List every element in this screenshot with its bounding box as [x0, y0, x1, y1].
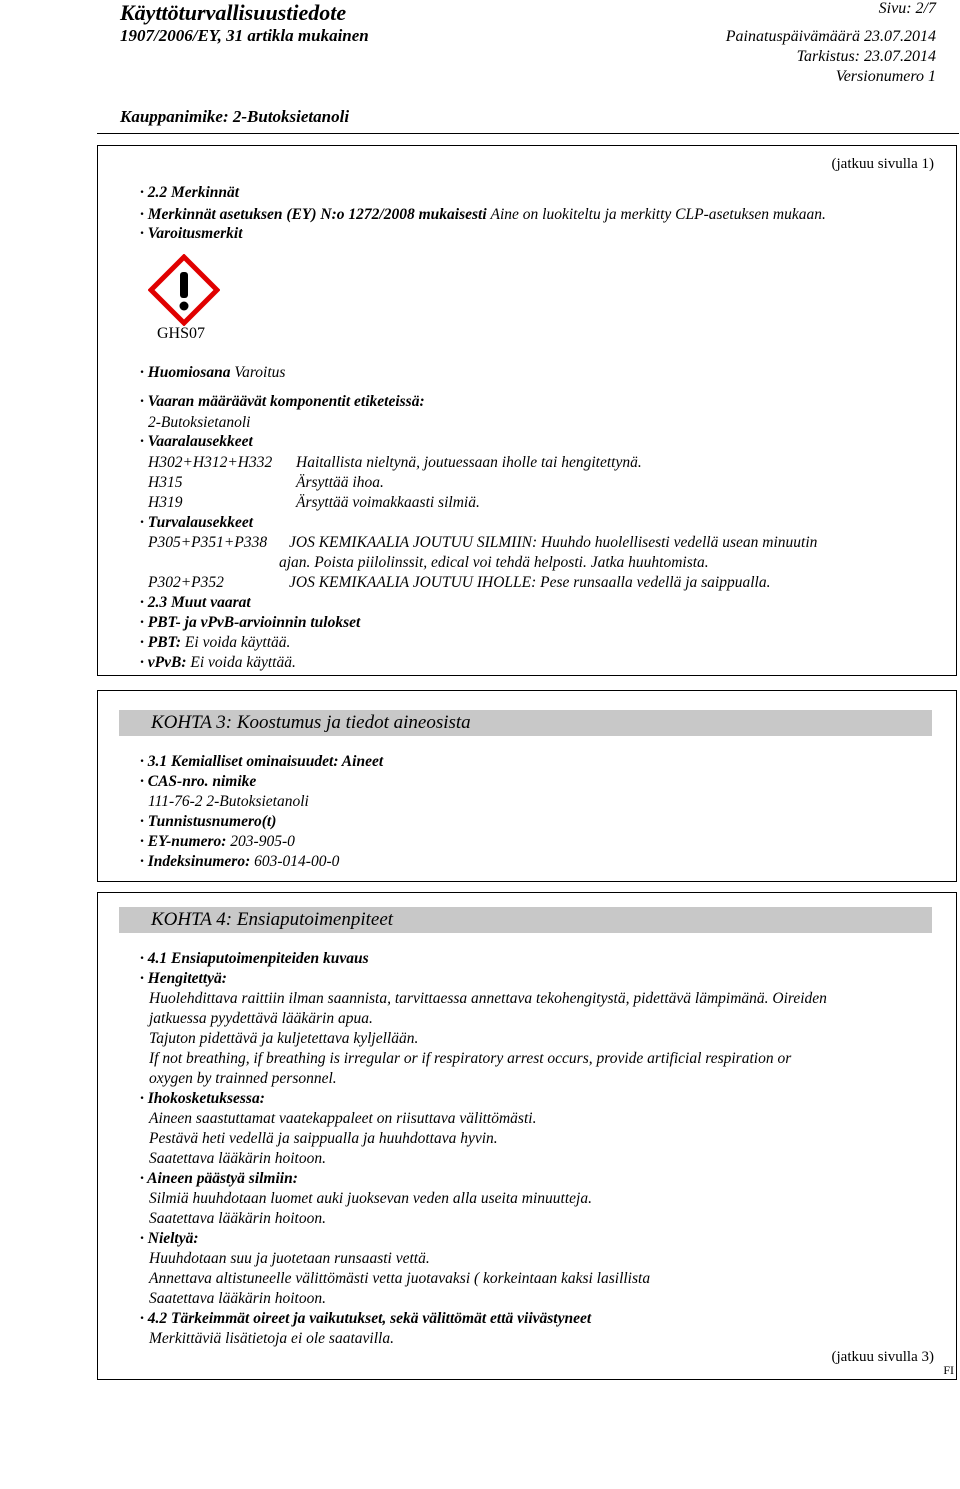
language-code: FI	[943, 1363, 954, 1377]
skin-contact-text: Saatettava lääkärin hoitoon.	[149, 1150, 326, 1167]
vpvb-value: Ei voida käyttää.	[190, 654, 296, 671]
heading-3-1: · 3.1 Kemialliset ominaisuudet: Aineet	[140, 753, 384, 770]
eye-contact-text: Silmiä huuhdotaan luomet auki juoksevan veden alla useita minuutteja.	[149, 1190, 592, 1207]
section-3-title: KOHTA 3: Koostumus ja tiedot aineosista	[119, 710, 932, 736]
precaution-code: P302+P352	[148, 574, 224, 591]
regulation-reference: 1907/2006/EY, 31 artikla mukainen	[120, 26, 369, 45]
hazard-code: H302+H312+H332	[148, 454, 273, 471]
section-3-box	[97, 690, 957, 882]
continued-from: (jatkuu sivulla 1)	[831, 156, 934, 172]
clp-text: Aine on luokiteltu ja merkitty CLP-asetuksen mukaan.	[490, 206, 826, 223]
index-number-value: 603-014-00-0	[254, 853, 340, 870]
precaution-text: JOS KEMIKAALIA JOUTUU IHOLLE: Pese runsaalla vedellä ja saippualla.	[289, 574, 771, 591]
heading-2-2: · 2.2 Merkinnät	[140, 184, 240, 201]
trade-name: Kauppanimike: 2-Butoksietanoli	[120, 107, 350, 126]
clp-label: · Merkinnät asetuksen (EY) N:o 1272/2008 mukaisesti	[140, 206, 487, 223]
pbt-line	[140, 633, 290, 652]
hazard-statements-label: · Vaaralausekkeet	[140, 433, 253, 450]
section-4-title: KOHTA 4: Ensiaputoimenpiteet	[119, 907, 932, 933]
ec-number-line	[140, 832, 295, 851]
ec-number-value: 203-905-0	[230, 833, 295, 850]
heading-4-1: · 4.1 Ensiaputoimenpiteiden kuvaus	[140, 950, 369, 967]
index-number-label: · Indeksinumero:	[140, 853, 251, 870]
version-number: Versionumero 1	[835, 68, 936, 85]
ingestion-text: Annettava altistuneelle välittömästi vetta juotavaksi ( korkeintaan kaksi lasillista	[149, 1270, 651, 1287]
precaution-text: JOS KEMIKAALIA JOUTUU SILMIIN: Huuhdo huolellisesti vedellä usean minuutin	[289, 534, 818, 551]
ingestion-text: Huuhdotaan suu ja juotetaan runsaasti vettä.	[149, 1250, 430, 1267]
ingestion-label: · Nieltyä:	[140, 1230, 199, 1247]
hazard-code: H315	[148, 474, 183, 491]
check-date: Tarkistus: 23.07.2014	[796, 48, 936, 65]
document-title: Käyttöturvallisuustiedote	[120, 0, 347, 25]
pictograms-label: · Varoitusmerkit	[140, 225, 243, 242]
eye-contact-label: · Aineen päästyä silmiin:	[140, 1170, 298, 1187]
precautionary-statements-label: · Turvalausekkeet	[140, 514, 254, 531]
skin-contact-text: Aineen saastuttamat vaatekappaleet on riisuttava välittömästi.	[149, 1110, 537, 1127]
skin-contact-label: · Ihokosketuksessa:	[140, 1090, 265, 1107]
heading-2-3: · 2.3 Muut vaarat	[140, 594, 251, 611]
hazard-text: Haitallista nieltynä, joutuessaan iholle tai hengitettynä.	[296, 454, 642, 471]
ingestion-text: Saatettava lääkärin hoitoon.	[149, 1290, 326, 1307]
heading-4-2-text: Merkittäviä lisätietoja ei ole saatavilla.	[149, 1330, 394, 1347]
vpvb-line	[140, 653, 296, 672]
continued-on: (jatkuu sivulla 3)	[831, 1349, 934, 1365]
signal-word-value: Varoitus	[234, 364, 286, 381]
vpvb-label: · vPvB:	[140, 654, 187, 671]
precaution-text: ajan. Poista piilolinssit, edical voi tehdä helposti. Jatka huuhtomista.	[279, 554, 709, 571]
component-name: 2-Butoksietanoli	[148, 414, 251, 431]
section-2-box	[97, 145, 957, 676]
heading-4-2: · 4.2 Tärkeimmät oireet ja vaikutukset, sekä välittömät että viivästyneet	[140, 1310, 592, 1327]
hazard-code: H319	[148, 494, 183, 511]
header-divider	[97, 133, 959, 134]
components-label: · Vaaran määräävät komponentit etiketeissä:	[140, 393, 425, 410]
ec-number-label: · EY-numero:	[140, 833, 227, 850]
clp-line	[140, 205, 826, 224]
precaution-code: P305+P351+P338	[148, 534, 268, 551]
inhalation-text: Tajuton pidettävä ja kuljetettava kyljellään.	[149, 1030, 419, 1047]
skin-contact-text: Pestävä heti vedellä ja saippualla ja huuhdottava hyvin.	[149, 1130, 498, 1147]
signal-word-line	[140, 363, 285, 382]
section-4-box	[97, 892, 957, 1380]
inhalation-text: oxygen by trainned personnel.	[149, 1070, 337, 1087]
cas-label: · CAS-nro. nimike	[140, 773, 257, 790]
index-number-line	[140, 852, 339, 871]
signal-word-label: · Huomiosana	[140, 364, 231, 381]
hazard-text: Ärsyttää voimakkaasti silmiä.	[296, 494, 480, 511]
page-number: Sivu: 2/7	[878, 0, 936, 17]
pbt-label: · PBT:	[140, 634, 182, 651]
pictogram-code: GHS07	[157, 325, 206, 342]
cas-value: 111-76-2 2-Butoksietanoli	[148, 793, 309, 810]
print-date: Painatuspäivämäärä 23.07.2014	[725, 28, 936, 45]
inhalation-text: Huolehdittava raittiin ilman saannista, tarvittaessa annettava tekohengitystä, pidettävä lämpimänä. Oireiden	[149, 990, 827, 1007]
inhalation-text: If not breathing, if breathing is irregular or if respiratory arrest occurs, provide artificial respiration or	[149, 1050, 792, 1067]
inhalation-label: · Hengitettyä:	[140, 970, 227, 987]
pbt-vpvb-heading: · PBT- ja vPvB-arvioinnin tulokset	[140, 614, 361, 631]
pbt-value: Ei voida käyttää.	[184, 634, 291, 651]
identifiers-label: · Tunnistusnumero(t)	[140, 813, 277, 830]
exclamation-mark-pictogram-icon	[148, 254, 220, 326]
inhalation-text: jatkuessa pyydettävä lääkärin apua.	[149, 1010, 373, 1027]
eye-contact-text: Saatettava lääkärin hoitoon.	[149, 1210, 326, 1227]
hazard-text: Ärsyttää ihoa.	[296, 474, 384, 491]
